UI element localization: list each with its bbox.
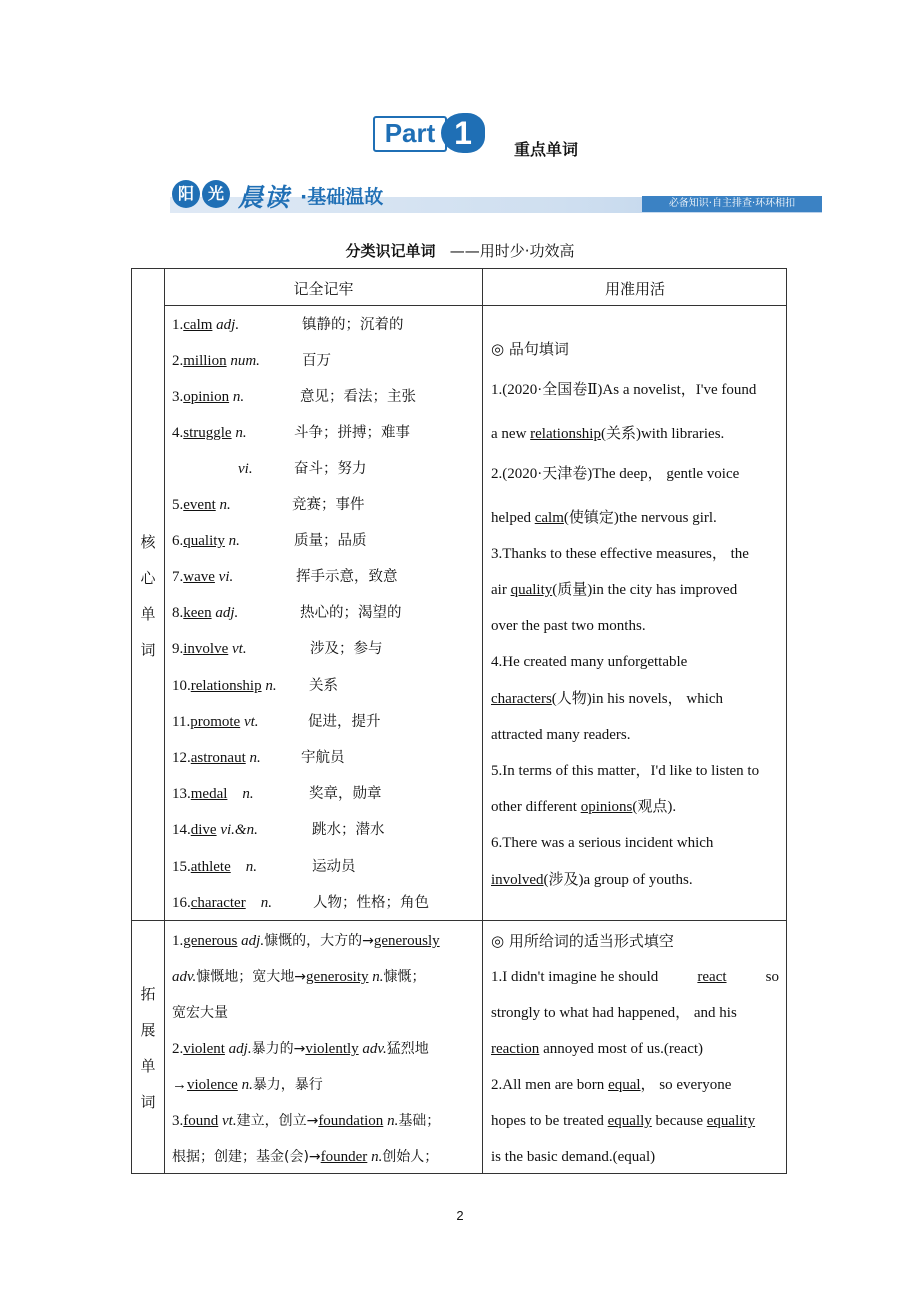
ext-line: 2.violent adj.暴力的→violently adv.猛烈地 bbox=[172, 1041, 429, 1057]
ext-line: adv.慷慨地；宽大地→generosity n.慷慨； bbox=[172, 969, 426, 985]
answer: calm bbox=[534, 510, 564, 526]
answer: characters bbox=[491, 691, 552, 707]
subtitle-bold: 分类识记单词 bbox=[345, 242, 436, 260]
word-row: 3.opinion n. 意见；看法；主张 bbox=[172, 389, 416, 405]
fill-sentence: air quality(质量)in the city has improved bbox=[491, 582, 738, 598]
word-row: 6.quality n. 质量；品质 bbox=[172, 533, 367, 549]
fill-heading: ◎ 品句填词 bbox=[491, 340, 569, 358]
answer: reaction bbox=[491, 1041, 540, 1057]
word-row: 1.calm adj. 镇静的；沉着的 bbox=[172, 317, 404, 333]
fill-sentence: 4.He created many unforgettable bbox=[491, 654, 688, 670]
col-left-header: 记全记牢 bbox=[293, 280, 354, 298]
word-row: 14.dive vi.&n. 跳水；潜水 bbox=[172, 822, 385, 838]
side-ext-char: 拓 bbox=[140, 985, 156, 1003]
col-right-header: 用准用活 bbox=[604, 280, 665, 298]
form-sentence: strongly to what had happened， and his bbox=[491, 1005, 737, 1021]
word-row: 10.relationship n. 关系 bbox=[172, 678, 338, 694]
fill-sentence: other different opinions(观点). bbox=[491, 799, 677, 815]
side-label-core bbox=[131, 524, 165, 668]
fill-sentence: characters(人物)in his novels， which bbox=[491, 691, 724, 707]
word-row: 7.wave vi. 挥手示意，致意 bbox=[172, 569, 398, 585]
ext-line: →violence n.暴力，暴行 bbox=[172, 1077, 323, 1093]
fill-sentence: 2.(2020·天津卷)The deep， gentle voice bbox=[491, 466, 740, 482]
side-core-char: 核 bbox=[140, 533, 156, 551]
fill-sentence: attracted many readers. bbox=[491, 727, 631, 743]
word-row: 2.million num. 百万 bbox=[172, 353, 331, 369]
form-sentence: reaction annoyed most of us.(react) bbox=[491, 1041, 704, 1057]
banner-circle-2: 光 bbox=[202, 180, 230, 208]
form-heading: ◎ 用所给词的适当形式填空 bbox=[491, 932, 674, 950]
section-divider bbox=[131, 920, 787, 921]
side-core-char: 词 bbox=[140, 641, 156, 659]
page-number: 2 bbox=[456, 1208, 464, 1223]
side-ext-char: 单 bbox=[140, 1057, 156, 1075]
word-row: 13.medal n. 奖章，勋章 bbox=[172, 786, 382, 802]
fill-sentence: helped calm(使镇定)the nervous girl. bbox=[491, 510, 717, 526]
answer: equality bbox=[706, 1113, 756, 1129]
form-sentence: is the basic demand.(equal) bbox=[491, 1149, 656, 1165]
fill-sentence: 6.There was a serious incident which bbox=[491, 835, 714, 851]
answer: relationship bbox=[530, 426, 601, 442]
fill-sentence: involved(涉及)a group of youths. bbox=[491, 872, 693, 888]
fill-sentence: 1.(2020·全国卷Ⅱ)As a novelist，I've found bbox=[491, 382, 757, 398]
section-title: 重点单词 bbox=[514, 140, 579, 159]
side-ext-char: 词 bbox=[140, 1093, 156, 1111]
word-row: vi. 奋斗；努力 bbox=[238, 461, 367, 477]
ext-line: 3.found vt.建立，创立→foundation n.基础； bbox=[172, 1113, 441, 1129]
side-core-char: 单 bbox=[140, 605, 156, 623]
answer: react bbox=[697, 969, 727, 985]
ext-line: 根据；创建；基金(会)→founder n.创始人； bbox=[172, 1149, 439, 1165]
side-core-char: 心 bbox=[140, 569, 156, 587]
fill-sentence: 3.Thanks to these effective measures， the bbox=[491, 546, 749, 562]
word-row: 12.astronaut n. 宇航员 bbox=[172, 750, 345, 766]
fill-sentence: over the past two months. bbox=[491, 618, 646, 634]
subtitle-rest: ——用时少·功效高 bbox=[449, 242, 575, 260]
form-sentence: 2.All men are born equal， so everyone bbox=[491, 1077, 732, 1093]
answer: equal bbox=[608, 1077, 641, 1093]
part-badge: Part bbox=[373, 116, 447, 152]
word-row: 15.athlete n. 运动员 bbox=[172, 859, 356, 875]
header-row-border bbox=[164, 305, 787, 306]
col-divider-main bbox=[482, 268, 483, 1174]
part-number: 1 bbox=[441, 113, 485, 153]
fill-sentence: a new relationship(关系)with libraries. bbox=[491, 426, 725, 442]
side-label-ext bbox=[131, 976, 165, 1120]
side-ext-char: 展 bbox=[140, 1021, 156, 1039]
word-row: 8.keen adj. 热心的；渴望的 bbox=[172, 605, 402, 621]
banner-tag: 必备知识·自主排查·环环相扣 bbox=[642, 196, 822, 212]
form-sentence: 1.I didn't imagine he should react so bbox=[491, 969, 779, 985]
word-row: 11.promote vt. 促进，提升 bbox=[172, 714, 381, 730]
ext-line: 1.generous adj.慷慨的，大方的→generously bbox=[172, 933, 440, 949]
banner-sub: ·基础温故 bbox=[300, 186, 384, 208]
word-row: 16.character n. 人物；性格；角色 bbox=[172, 895, 429, 911]
banner-circle-1: 阳 bbox=[172, 180, 200, 208]
word-row: 9.involve vt. 涉及；参与 bbox=[172, 641, 383, 657]
answer: quality bbox=[510, 582, 553, 598]
form-sentence: hopes to be treated equally because equality bbox=[491, 1113, 756, 1129]
banner-main: 晨读 bbox=[238, 183, 291, 212]
ext-line: 宽宏大量 bbox=[172, 1005, 228, 1021]
table-subtitle bbox=[0, 240, 920, 261]
word-row: 5.event n. 竞赛；事件 bbox=[172, 497, 365, 513]
answer: involved bbox=[491, 872, 544, 888]
answer: opinions bbox=[580, 799, 633, 815]
fill-sentence: 5.In terms of this matter，I'd like to listen to bbox=[491, 763, 760, 779]
answer: equally bbox=[607, 1113, 652, 1129]
word-row: 4.struggle n. 斗争；拼搏；难事 bbox=[172, 425, 410, 441]
